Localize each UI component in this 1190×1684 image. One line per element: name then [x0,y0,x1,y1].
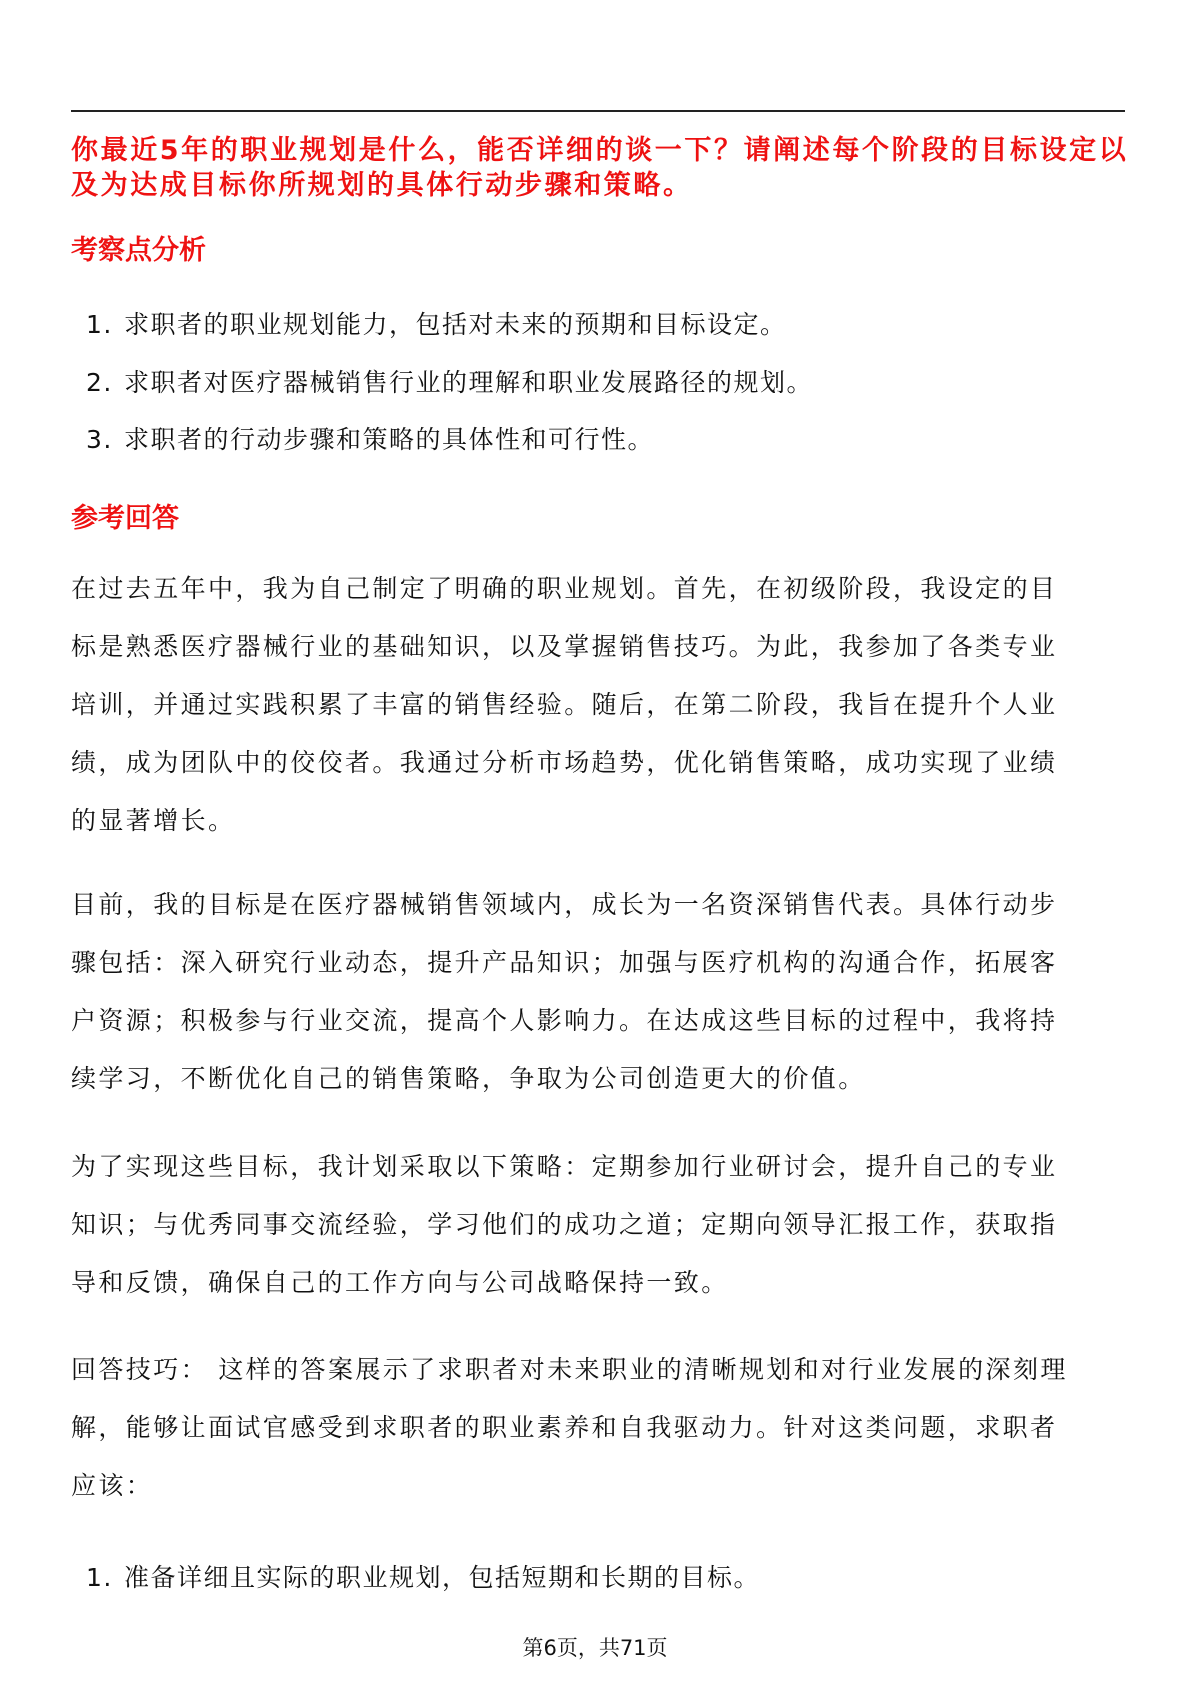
item-number: 2. [86,368,113,397]
text-line: 绩，成为团队中的佼佼者。我通过分析市场趋势，优化销售策略，成功实现了业绩 [71,748,1058,777]
text-line: 标是熟悉医疗器械行业的基础知识，以及掌握销售技巧。为此，我参加了各类专业 [71,632,1058,661]
answer-tips-paragraph [71,1352,1141,1526]
item-text: 准备详细且实际的职业规划，包括短期和长期的目标。 [124,1563,761,1592]
analysis-item [86,305,787,341]
text-line: 目前，我的目标是在医疗器械销售领域内，成长为一名资深销售代表。具体行动步 [71,890,1058,919]
item-number: 1. [86,310,113,339]
item-text: 求职者的行动步骤和策略的具体性和可行性。 [124,425,655,454]
page-number: 第6页，共71页 [522,1636,668,1660]
answer-paragraph-2 [71,887,1141,1119]
item-text: 求职者对医疗器械销售行业的理解和职业发展路径的规划。 [124,368,814,397]
tip-item [86,1558,760,1594]
text-line: 的显著增长。 [71,806,236,835]
text-line: 知识；与优秀同事交流经验，学习他们的成功之道；定期向领导汇报工作，获取指 [71,1210,1058,1239]
analysis-item [86,363,813,399]
text-line: 导和反馈，确保自己的工作方向与公司战略保持一致。 [71,1268,729,1297]
text-line: 回答技巧： 这样的答案展示了求职者对未来职业的清晰规划和对行业发展的深刻理 [71,1355,1068,1384]
header-divider [71,110,1125,112]
text-line: 骤包括：深入研究行业动态，提升产品知识；加强与医疗机构的沟通合作，拓展客 [71,948,1058,977]
answer-paragraph-3 [71,1149,1141,1323]
item-text: 求职者的职业规划能力，包括对未来的预期和目标设定。 [124,310,787,339]
text-line: 续学习，不断优化自己的销售策略，争取为公司创造更大的价值。 [71,1064,866,1093]
answer-heading: 参考回答 [71,503,179,534]
answer-paragraph-1 [71,571,1141,861]
item-number: 3. [86,425,113,454]
text-line: 在过去五年中，我为自己制定了明确的职业规划。首先，在初级阶段，我设定的目 [71,574,1058,603]
item-number: 1. [86,1563,113,1592]
text-line: 解，能够让面试官感受到求职者的职业素养和自我驱动力。针对这类问题，求职者 [71,1413,1058,1442]
text-line: 应该： [71,1471,154,1500]
text-line: 为了实现这些目标，我计划采取以下策略：定期参加行业研讨会，提升自己的专业 [71,1152,1058,1181]
text-line: 户资源；积极参与行业交流，提高个人影响力。在达成这些目标的过程中，我将持 [71,1006,1058,1035]
analysis-heading: 考察点分析 [71,235,206,266]
text-line: 培训，并通过实践积累了丰富的销售经验。随后，在第二阶段，我旨在提升个人业 [71,690,1058,719]
question-title: 你最近5年的职业规划是什么，能否详细的谈一下？请阐述每个阶段的目标设定以及为达成目标你所规划的具体行动步骤和策略。 [71,135,1129,201]
analysis-item [86,420,654,456]
